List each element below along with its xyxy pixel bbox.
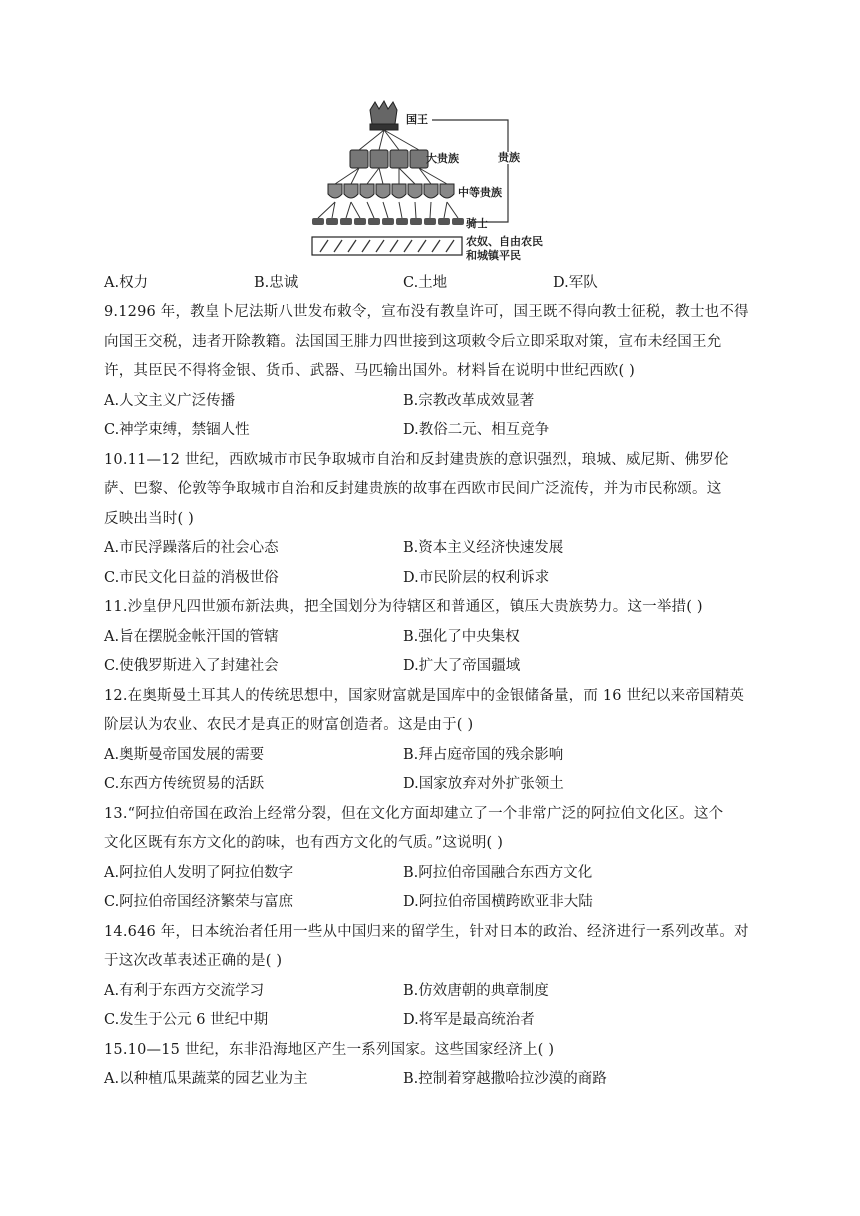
option-b[interactable]: B.阿拉伯帝国融合东西方文化: [403, 865, 593, 881]
option-a[interactable]: A.奥斯曼帝国发展的需要: [104, 747, 265, 763]
option-c[interactable]: C.东西方传统贸易的活跃: [104, 776, 265, 792]
option-b[interactable]: B.宗教改革成效显著: [403, 393, 535, 409]
question-text-line: 萨、巴黎、伦敦等争取城市自治和反封建贵族的故事在西欧市民间广泛流传，并为市民称颂。这: [104, 481, 722, 497]
option-b[interactable]: B.仿效唐朝的典章制度: [403, 983, 549, 999]
nobility-bracket: [432, 120, 508, 222]
option-a[interactable]: A.人文主义广泛传播: [104, 393, 236, 409]
middle-noble-shields: [328, 184, 454, 198]
label-nobility: 贵族: [498, 151, 520, 164]
question-text-line: 11.沙皇伊凡四世颁布新法典，把全国划分为待辖区和普通区，镇压大贵族势力。这一举措( ): [104, 599, 703, 615]
option-a[interactable]: A.阿拉伯人发明了阿拉伯数字: [104, 865, 294, 881]
option-c[interactable]: C.使俄罗斯进入了封建社会: [104, 658, 279, 674]
option-a[interactable]: A.有利于东西方交流学习: [104, 983, 265, 999]
option-c[interactable]: C.发生于公元 6 世纪中期: [104, 1012, 269, 1028]
knight-figures: [312, 218, 464, 225]
question-text-line: 10.11—12 世纪，西欧城市市民争取城市自治和反封建贵族的意识强烈，琅城、威尼斯、佛罗伦: [104, 452, 729, 468]
option-c[interactable]: C.神学束缚，禁锢人性: [104, 422, 250, 438]
option-a[interactable]: A.旨在摆脱金帐汗国的管辖: [104, 629, 279, 645]
option-a[interactable]: A.权力: [104, 275, 149, 291]
option-a[interactable]: A.市民浮躁落后的社会心态: [104, 540, 279, 556]
option-b[interactable]: B.资本主义经济快速发展: [403, 540, 564, 556]
option-d[interactable]: D.市民阶层的权利诉求: [403, 570, 550, 586]
option-b[interactable]: B.拜占庭帝国的残余影响: [403, 747, 564, 763]
question-text-line: 反映出当时( ): [104, 511, 195, 527]
label-middle-nobles: 中等贵族: [458, 186, 502, 199]
option-d[interactable]: D.将军是最高统治者: [403, 1012, 535, 1028]
question-text-line: 文化区既有东方文化的韵味，也有西方文化的气质。”这说明( ): [104, 835, 504, 851]
crown-icon: [370, 101, 398, 130]
option-d[interactable]: D.阿拉伯帝国横跨欧亚非大陆: [403, 894, 593, 910]
option-b[interactable]: B.强化了中央集权: [403, 629, 520, 645]
label-great-nobles: 大贵族: [426, 152, 459, 165]
option-a[interactable]: A.以种植瓜果蔬菜的园艺业为主: [104, 1071, 308, 1087]
peasant-figures: [320, 240, 454, 252]
question-text-line: 15.10—15 世纪，东非沿海地区产生一系列国家。这些国家经济上( ): [104, 1042, 555, 1058]
question-text-line: 于这次改革表述正确的是( ): [104, 953, 283, 969]
option-b[interactable]: B.控制着穿越撒哈拉沙漠的商路: [403, 1071, 607, 1087]
option-d[interactable]: D.教俗二元、相互竞争: [403, 422, 550, 438]
option-c[interactable]: C.阿拉伯帝国经济繁荣与富庶: [104, 894, 294, 910]
question-text-line: 许，其臣民不得将金银、货币、武器、马匹输出国外。材料旨在说明中世纪西欧( ): [104, 363, 636, 379]
feudal-hierarchy-diagram: [308, 100, 558, 268]
label-peasants-line1: 农奴、自由农民: [466, 235, 543, 248]
great-noble-shields: [350, 150, 428, 168]
question-text-line: 9.1296 年，教皇卜尼法斯八世发布敕令，宣布没有教皇许可，国王既不得向教士征税，教士也不得: [104, 304, 749, 320]
question-text-line: 13.“阿拉伯帝国在政治上经常分裂，但在文化方面却建立了一个非常广泛的阿拉伯文化区。这个: [104, 806, 724, 822]
label-knights: 骑士: [466, 217, 488, 230]
question-text-line: 向国王交税，违者开除教籍。法国国王腓力四世接到这项敕令后立即采取对策，宣布未经国王允: [104, 334, 722, 350]
option-d[interactable]: D.国家放弃对外扩张领土: [403, 776, 564, 792]
question-text-line: 12.在奥斯曼土耳其人的传统思想中，国家财富就是国库中的金银储备量，而 16 世纪以来帝国精英: [104, 688, 745, 704]
option-d[interactable]: D.军队: [553, 275, 598, 291]
question-text-line: 阶层认为农业、农民才是真正的财富创造者。这是由于( ): [104, 717, 474, 733]
label-king: 国王: [406, 113, 428, 126]
option-c[interactable]: C.市民文化日益的消极世俗: [104, 570, 279, 586]
option-d[interactable]: D.扩大了帝国疆域: [403, 658, 521, 674]
question-text-line: 14.646 年，日本统治者任用一些从中国归来的留学生，针对日本的政治、经济进行一系列改革。对: [104, 924, 749, 940]
option-b[interactable]: B.忠诚: [254, 275, 299, 291]
label-peasants-line2: 和城镇平民: [466, 249, 521, 262]
option-c[interactable]: C.土地: [403, 275, 448, 291]
